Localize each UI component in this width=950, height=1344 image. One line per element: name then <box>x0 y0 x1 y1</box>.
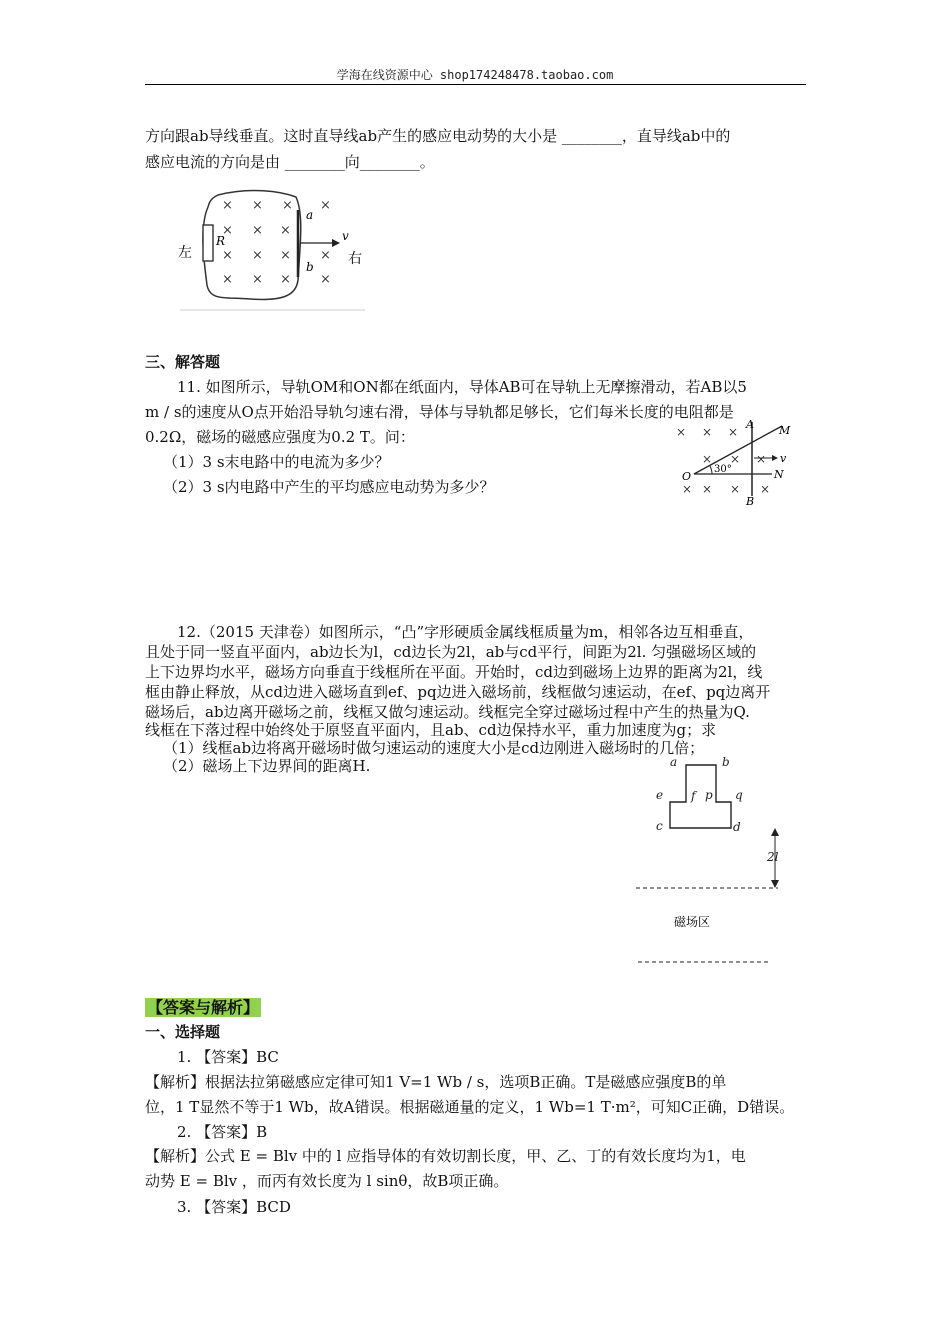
field-cross: × <box>728 425 739 439</box>
field-cross: × <box>222 223 233 238</box>
label-v: v <box>342 229 349 243</box>
answer-1-exp2: 位，1 T显然不等于1 Wb，故A错误。根据磁通量的定义，1 Wb=1 T·m²，可知C正确，D错误。 <box>145 1098 795 1116</box>
answers-tag: 【答案与解析】 <box>147 998 260 1017</box>
q12-line6: 线框在下落过程中始终处于原竖直平面内，且ab、cd边保持水平，重力加速度为g；求 <box>145 721 717 739</box>
answer-2-exp2: 动势 E = Blv ，而丙有效长度为 l sinθ，故B项正确。 <box>145 1172 509 1190</box>
field-cross: × <box>702 452 713 466</box>
field-cross: × <box>252 272 263 287</box>
header-divider <box>145 84 806 85</box>
q10-circuit-figure <box>170 185 370 313</box>
field-cross: × <box>252 223 263 238</box>
label-a: a <box>670 755 678 769</box>
label-N: N <box>774 468 784 481</box>
field-cross: × <box>252 198 263 213</box>
q11-line1: 11. 如图所示，导轨OM和ON都在纸面内，导体AB可在导轨上无摩擦滑动，若AB以5 <box>177 378 747 396</box>
dimension-arrow-icon <box>771 828 779 836</box>
q11-sub1: （1）3 s末电路中的电流为多少？ <box>163 453 390 471</box>
label-b: b <box>722 755 730 769</box>
convex-wire-frame <box>670 765 731 828</box>
label-angle: 30° <box>714 464 732 475</box>
label-e: e <box>656 788 664 802</box>
label-b: b <box>306 260 314 274</box>
label-O: O <box>682 470 692 483</box>
field-cross: × <box>282 198 293 213</box>
velocity-arrow-icon <box>332 239 340 247</box>
label-p: p <box>705 788 713 802</box>
q11-line3: 0.2Ω，磁场的磁感应强度为0.2 T。问： <box>145 428 415 446</box>
q10-line2: 感应电流的方向是由 ________向________。 <box>145 153 435 171</box>
q12-frame-figure <box>630 752 790 970</box>
label-left: 左 <box>178 245 192 261</box>
q12-line5: 磁场后，ab边离开磁场之前，线框又做匀速运动。线框完全穿过磁场过程中产生的热量为Q. <box>145 703 750 721</box>
answer-3: 3. 【答案】BCD <box>177 1198 291 1216</box>
label-R: R <box>216 234 226 248</box>
answers-section1: 一、选择题 <box>145 1023 221 1041</box>
q12-line2: 且处于同一竖直平面内，ab边长为l，cd边长为2l，ab与cd平行，间距为2l. 匀强磁场区域的 <box>145 643 757 661</box>
field-cross: × <box>222 248 233 263</box>
field-cross: × <box>252 248 263 263</box>
field-cross: × <box>702 425 713 439</box>
q11-rail-figure <box>672 418 797 508</box>
answer-1-exp1: 【解析】根据法拉第磁感应定律可知1 V=1 Wb / s，选项B正确。T是磁感应强度B的单 <box>145 1073 727 1091</box>
q12-sub2: （2）磁场上下边界间的距离H. <box>163 757 371 775</box>
label-f: f <box>691 789 696 803</box>
label-A: A <box>746 418 754 431</box>
label-M: M <box>779 424 791 437</box>
field-cross: × <box>320 248 331 263</box>
field-cross: × <box>222 272 233 287</box>
answer-2: 2. 【答案】B <box>177 1123 268 1141</box>
q11-sub2: （2）3 s内电路中产生的平均感应电动势为多少？ <box>163 478 495 496</box>
section3-title: 三、解答题 <box>145 353 221 371</box>
field-cross: × <box>280 248 291 263</box>
q10-line1: 方向跟ab导线垂直。这时直导线ab产生的感应电动势的大小是 ________，直导线ab中的 <box>145 127 731 145</box>
page-header: 学海在线资源中心 shop174248478.taobao.com <box>336 68 614 82</box>
label-a: a <box>306 208 314 222</box>
answer-2-exp1: 【解析】公式 E = Blv 中的 l 应指导体的有效切割长度，甲、乙、丁的有效长度均为1，电 <box>145 1147 746 1165</box>
field-cross: × <box>730 482 741 496</box>
field-cross: × <box>676 425 687 439</box>
q12-sub1: （1）线框ab边将离开磁场时做匀速运动的速度大小是cd边刚进入磁场时的几倍； <box>163 739 705 757</box>
label-d: d <box>733 820 741 834</box>
label-q: q <box>735 788 743 802</box>
field-cross: × <box>682 482 693 496</box>
dimension-arrow-icon <box>771 880 779 888</box>
field-cross: × <box>320 272 331 287</box>
q11-line2: m / s的速度从O点开始沿导轨匀速右滑，导体与导轨都足够长，它们每米长度的电阻都是 <box>145 403 734 421</box>
label-B: B <box>746 495 755 508</box>
field-cross: × <box>730 452 741 466</box>
label-2l: 2l <box>767 850 779 864</box>
q12-line3: 上下边界均水平，磁场方向垂直于线框所在平面。开始时，cd边到磁场上边界的距离为2l，线 <box>145 663 763 681</box>
q12-line1: 12.（2015 天津卷）如图所示，“凸”字形硬质金属线框质量为m，相邻各边互相垂直， <box>177 623 754 641</box>
label-c: c <box>656 819 663 833</box>
label-field-region: 磁场区 <box>674 915 711 929</box>
field-cross: × <box>320 198 331 213</box>
field-cross: × <box>280 272 291 287</box>
resistor-icon <box>203 225 213 261</box>
label-right: 右 <box>348 251 362 267</box>
q12-line4: 框由静止释放，从cd边进入磁场直到ef、pq边进入磁场前，线框做匀速运动，在ef、pq边离开 <box>145 683 771 701</box>
field-cross: × <box>222 198 233 213</box>
field-cross: × <box>760 482 771 496</box>
answers-heading <box>145 995 261 1018</box>
answer-1: 1. 【答案】BC <box>177 1048 279 1066</box>
field-cross: × <box>280 223 291 238</box>
label-v: v <box>780 452 787 465</box>
velocity-arrow-icon <box>772 455 778 461</box>
field-cross: × <box>756 452 767 466</box>
field-cross: × <box>702 482 713 496</box>
